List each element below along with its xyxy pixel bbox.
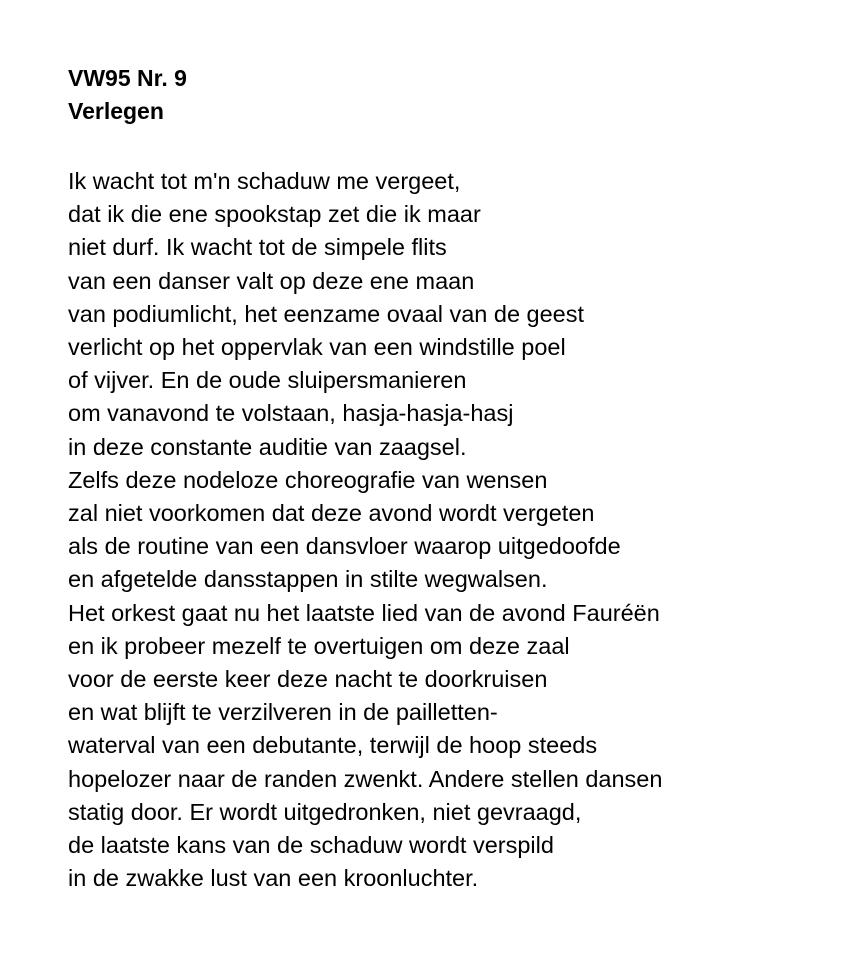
poem-line: van podiumlicht, het eenzame ovaal van de geest — [68, 300, 585, 327]
poem-line: of vijver. En de oude sluipersmanieren — [68, 367, 467, 394]
poem-line: in de zwakke lust van een kroonluchter. — [68, 865, 479, 892]
poem-line: hopelozer naar de randen zwenkt. Andere stellen dansen — [68, 765, 663, 792]
poem-line: waterval van een debutante, terwijl de hoop steeds — [68, 732, 598, 759]
poem-line: en wat blijft te verzilveren in de pailletten- — [68, 699, 498, 726]
poem-line: Het orkest gaat nu het laatste lied van de avond Fauréën — [68, 599, 660, 626]
poem-line: dat ik die ene spookstap zet die ik maar — [68, 201, 481, 228]
poem-line: en afgetelde dansstappen in stilte wegwalsen. — [68, 566, 548, 593]
poem-line: in deze constante auditie van zaagsel. — [68, 433, 467, 460]
poem-line: Ik wacht tot m'n schaduw me vergeet, — [68, 168, 461, 194]
poem-line: niet durf. Ik wacht tot de simpele flits — [68, 234, 447, 261]
poem-line: statig door. Er wordt uitgedronken, niet gevraagd, — [68, 798, 582, 825]
poem-line: verlicht op het oppervlak van een windstille poel — [68, 334, 566, 361]
poem-line: en ik probeer mezelf te overtuigen om deze zaal — [68, 632, 570, 659]
poem-line: om vanavond te volstaan, hasja-hasja-hasj — [68, 400, 514, 427]
poem-line: zal niet voorkomen dat deze avond wordt vergeten — [68, 500, 595, 527]
poem-title: Verlegen — [68, 98, 164, 124]
poem-line: als de routine van een dansvloer waarop uitgedoofde — [68, 533, 621, 560]
document-page — [68, 62, 848, 895]
document-code: VW95 Nr. 9 — [68, 65, 187, 91]
poem-line: de laatste kans van de schaduw wordt verspild — [68, 832, 554, 859]
poem-line: voor de eerste keer deze nacht te doorkruisen — [68, 666, 548, 693]
title-block — [68, 62, 848, 128]
poem-body — [68, 165, 848, 895]
poem-line: van een danser valt op deze ene maan — [68, 267, 475, 294]
poem-line: Zelfs deze nodeloze choreografie van wensen — [68, 466, 548, 493]
